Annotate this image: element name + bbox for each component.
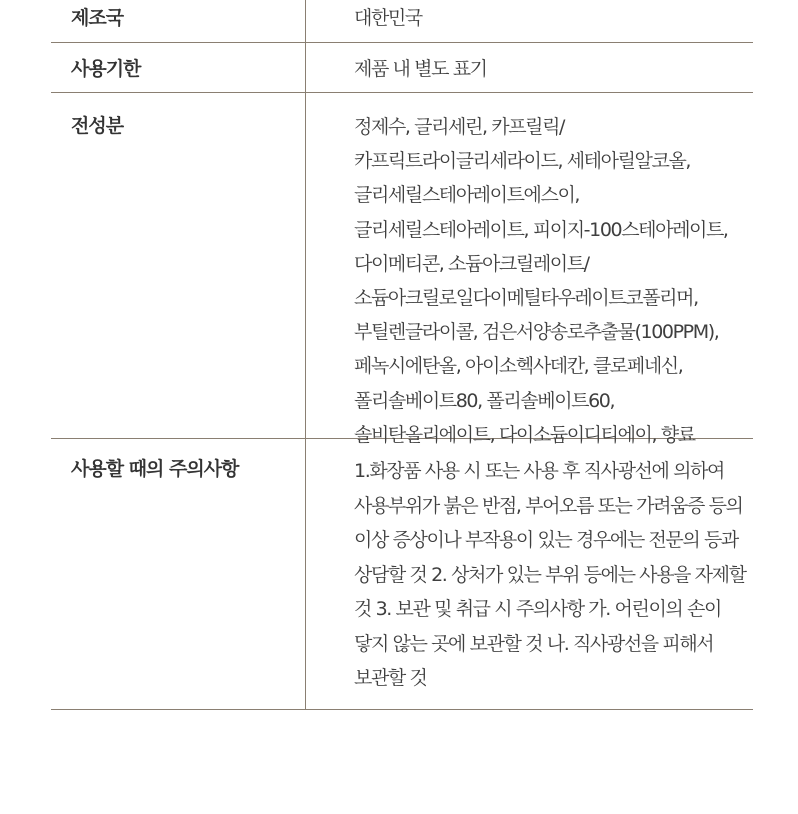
table-row-origin [51,0,753,43]
expiry-label: 사용기한 [51,43,306,92]
precautions-label: 사용할 때의 주의사항 [51,439,306,709]
table-row-expiry [51,43,753,93]
ingredients-value: 정제수, 글리세린, 카프릴릭/카프릭트라이글리세라이드, 세테아릴알코올, 글리세릴스테아레이트에스이, 글리세릴스테아레이트, 피이지-100스테아레이트, 다이메티콘, 소듐아크릴레이트/소듐아크릴로일다이메틸타우레이트코폴리머, 부틸렌글라이콜, 검은서양송로추출물(100PPM), 페녹시에탄올, 아이소헥사데칸, 클로페네신, 폴리솔베이트80, 폴리솔베이트60, 솔비탄올리에이트, 다이소듐이디티에이, 향료 [354,116,728,446]
ingredients-label: 전성분 [51,93,306,438]
precautions-value: 1.화장품 사용 시 또는 사용 후 직사광선에 의하여 사용부위가 붉은 반점, 부어오름 또는 가려움증 등의 이상 증상이나 부작용이 있는 경우에는 전문의 등과 상담할 것 2. 상처가 있는 부위 등에는 사용을 자제할 것 3. 보관 및 취급 시 주의사항 가. 어린이의 손이 닿지 않는 곳에 보관할 것 나. 직사광선을 피해서 보관할 것 [354,460,746,689]
origin-label: 제조국 [51,0,306,42]
expiry-value: 제품 내 별도 표기 [354,58,487,80]
table-row-ingredients [51,93,753,446]
table-row-precautions [51,439,753,710]
product-info-table [51,0,753,710]
origin-value: 대한민국 [354,7,422,29]
